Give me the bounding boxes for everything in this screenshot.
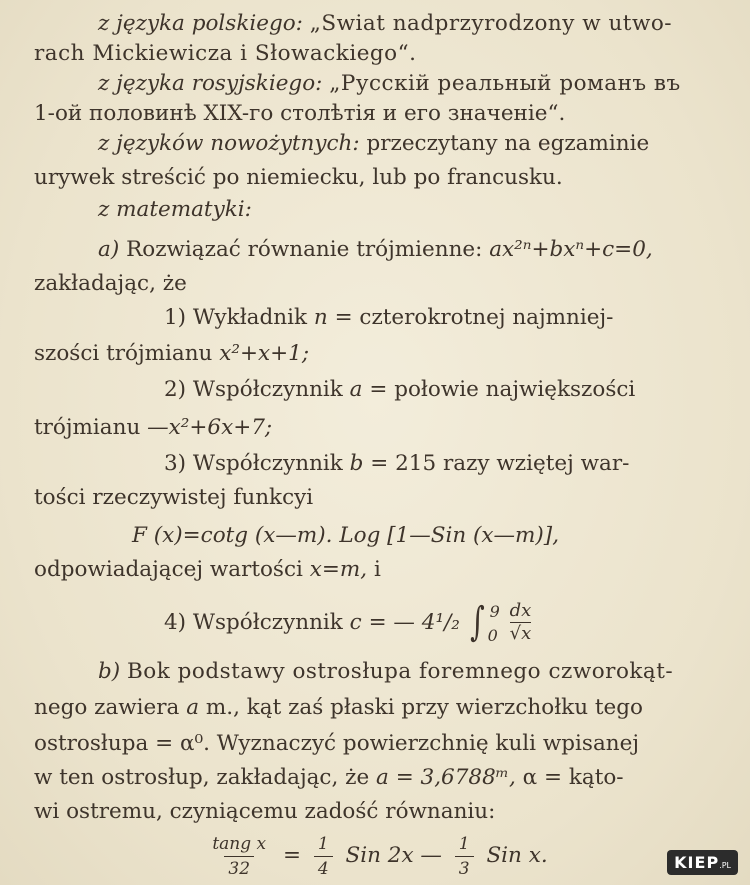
integrand-fraction: $\frac{dx}{√x}$ bbox=[509, 600, 532, 644]
trig-equation: $\frac{\text{tang x}}{32}$ = $\frac{1}{4}$ Sin 2x — $\frac{1}{3}$ Sin x. bbox=[0, 832, 750, 880]
text-line-23: wi ostremu, czyniącemu zadość równaniu: bbox=[34, 799, 496, 824]
text-line-4: 1-ой половинѣ XIX-го столѣтія и его значеніе“. bbox=[34, 101, 566, 126]
integral-symbol: ∫ bbox=[469, 599, 485, 645]
text-line-15: tości rzeczywistej funkcyi bbox=[34, 485, 314, 510]
condition-1-line: 1) Wykładnik n = czterokrotnej najmniej- bbox=[164, 305, 614, 330]
text-line-21: ostrosłupa = α⁰. Wyznaczyć powierzchnię kuli wpisanej bbox=[34, 731, 640, 756]
text-line-2: rach Mickiewicza i Słowackiego“. bbox=[34, 41, 417, 66]
text-line-6: urywek streścić po niemiecku, lub po francusku. bbox=[34, 165, 563, 190]
text-line-20: nego zawiera a m., kąt zaś płaski przy wierzchołku tego bbox=[34, 695, 643, 720]
condition-4-line: 4) Współczynnik c = — 4¹/₂ ∫ 9 0 $\frac{dx}{√x}$ bbox=[164, 599, 532, 645]
text-line-11: szości trójmianu x²+x+1; bbox=[34, 341, 310, 366]
text-line-5: z języków nowożytnych: przeczytany na egzaminie bbox=[98, 131, 650, 156]
problem-a-line: a) Rozwiązać równanie trójmienne: ax²ⁿ+bxⁿ+c=0, bbox=[98, 237, 653, 262]
condition-3-line: 3) Współczynnik b = 215 razy wziętej war- bbox=[164, 451, 630, 476]
section-heading-math: z matematyki: bbox=[98, 197, 252, 222]
kiep-logo: KIEP.PL bbox=[667, 850, 738, 875]
text-line-22: w ten ostrosłup, zakładając, że a = 3,6788ᵐ, α = kąto- bbox=[34, 765, 624, 790]
fraction-quarter: $\frac{1}{4}$ bbox=[314, 834, 333, 879]
fraction-tang: $\frac{\text{tang x}}{32}$ bbox=[212, 833, 267, 879]
problem-b-line: b) Bok podstawy ostrosłupa foremnego czworokąt- bbox=[98, 659, 674, 684]
text-line-1: z języka polskiego: „Swiat nadprzyrodzony w utwo- bbox=[98, 11, 673, 36]
integral-limits: 9 0 bbox=[487, 602, 500, 645]
text-line-13: trójmianu —x²+6x+7; bbox=[34, 415, 273, 440]
condition-2-line: 2) Współczynnik a = połowie największości bbox=[164, 377, 636, 402]
fraction-third: $\frac{1}{3}$ bbox=[455, 834, 474, 879]
text-line-9: zakładając, że bbox=[34, 271, 187, 296]
text-line-17: odpowiadającej wartości x=m, i bbox=[34, 557, 381, 582]
function-formula: F (x)=cotg (x—m). Log [1—Sin (x—m)], bbox=[132, 523, 560, 548]
text-line-3: z języka rosyjskiego: „Русскій реальный романъ въ bbox=[98, 71, 681, 96]
